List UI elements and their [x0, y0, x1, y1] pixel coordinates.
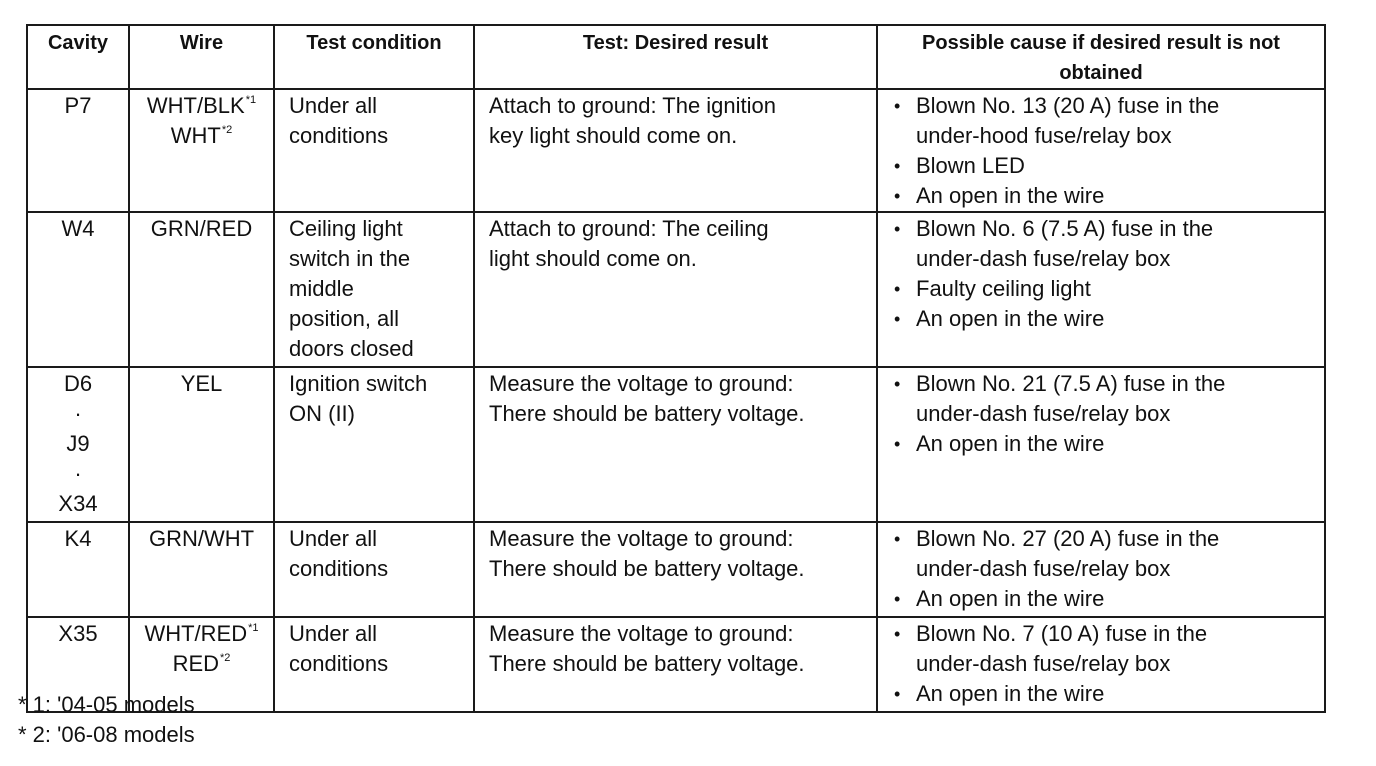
cause-item	[890, 304, 1324, 334]
wire-color: WHT	[170, 123, 221, 148]
cavity-cell	[27, 367, 129, 522]
header-row	[27, 25, 1325, 89]
possible-cause-cell	[877, 89, 1325, 212]
cavity-code: X35	[58, 621, 98, 646]
cause-text-line: • An open in the wire	[916, 306, 1105, 331]
cavity-code: X34	[58, 491, 98, 516]
desired-result-cell	[474, 367, 877, 522]
wire-entry	[130, 91, 273, 121]
table-row	[27, 212, 1325, 367]
test-condition-line: ON (II)	[289, 401, 355, 426]
cause-item	[890, 584, 1324, 614]
table-row	[27, 522, 1325, 617]
test-condition-cell	[274, 522, 474, 617]
diagnostic-table	[26, 24, 1326, 713]
desired-result-cell	[474, 212, 877, 367]
wire-cell	[129, 89, 274, 212]
test-condition-line: middle	[289, 276, 354, 301]
footnotes	[18, 690, 195, 750]
possible-cause-cell	[877, 617, 1325, 712]
test-condition-line: Under all	[289, 93, 378, 118]
cause-text-line: • Blown No. 27 (20 A) fuse in the	[916, 526, 1220, 551]
test-condition-line: Under all	[289, 526, 378, 551]
desired-result-line: Measure the voltage to ground:	[489, 621, 794, 646]
desired-result-line: Attach to ground: The ignition	[489, 93, 777, 118]
wire-entry	[130, 619, 273, 649]
cause-item	[890, 619, 1324, 679]
table-row	[27, 89, 1325, 212]
footnote-mark: *2	[220, 652, 231, 664]
wire-cell	[129, 212, 274, 367]
test-condition-line: position, all	[289, 306, 400, 331]
cause-text-line: under-dash fuse/relay box	[916, 246, 1171, 271]
cause-text-line: • Faulty ceiling light	[916, 276, 1091, 301]
footnote-mark: *1	[245, 94, 257, 106]
desired-result-line: Measure the voltage to ground:	[489, 526, 794, 551]
desired-result-line: key light should come on.	[489, 123, 738, 148]
cause-item	[890, 524, 1324, 584]
cavity-cell	[27, 522, 129, 617]
header-wire: Wire	[129, 25, 274, 89]
cause-item	[890, 369, 1324, 429]
possible-cause-cell	[877, 367, 1325, 522]
wire-entry	[130, 121, 273, 151]
cavity-separator: ·	[74, 461, 82, 486]
desired-result-cell	[474, 522, 877, 617]
cavity-code: K4	[64, 526, 92, 551]
desired-result-cell	[474, 617, 877, 712]
wire-entry	[130, 524, 273, 554]
cause-text-line: • An open in the wire	[916, 681, 1105, 706]
cause-text-line: • Blown LED	[916, 153, 1025, 178]
wire-color: YEL	[180, 371, 223, 396]
table-row	[27, 617, 1325, 712]
desired-result-line: Attach to ground: The ceiling	[489, 216, 769, 241]
test-condition-cell	[274, 212, 474, 367]
cause-text-line: • Blown No. 21 (7.5 A) fuse in the	[916, 371, 1226, 396]
test-condition-line: Ceiling light	[289, 216, 403, 241]
possible-cause-cell	[877, 212, 1325, 367]
wire-entry	[130, 214, 273, 244]
cause-text-line: • An open in the wire	[916, 431, 1105, 456]
cavity-cell	[27, 212, 129, 367]
test-condition-cell	[274, 367, 474, 522]
cause-text-line: • An open in the wire	[916, 586, 1105, 611]
footnote-mark: *2	[221, 124, 233, 136]
cause-item	[890, 214, 1324, 274]
cavity-code: J9	[66, 431, 90, 456]
wire-entry	[130, 369, 273, 399]
test-condition-line: conditions	[289, 651, 389, 676]
cause-item	[890, 274, 1324, 304]
cause-text-line: • Blown No. 7 (10 A) fuse in the	[916, 621, 1208, 646]
cause-text-line: • An open in the wire	[916, 183, 1105, 208]
wire-color: GRN/WHT	[148, 526, 255, 551]
wire-color: GRN/RED	[150, 216, 253, 241]
cause-list	[890, 91, 1324, 211]
cause-list	[890, 369, 1324, 459]
cavity-separator: ·	[74, 401, 82, 426]
test-condition-line: Ignition switch	[289, 371, 428, 396]
cause-text-line: under-dash fuse/relay box	[916, 556, 1171, 581]
wire-cell	[129, 367, 274, 522]
cavity-code: P7	[64, 93, 92, 118]
header-possible-cause: Possible cause if desired result is not obtained	[877, 25, 1325, 89]
footnote-2: * 2: '06-08 models	[18, 722, 195, 747]
cause-item	[890, 679, 1324, 709]
cause-list	[890, 524, 1324, 614]
cause-item	[890, 91, 1324, 151]
desired-result-line: Measure the voltage to ground:	[489, 371, 794, 396]
cause-list	[890, 214, 1324, 334]
desired-result-line: There should be battery voltage.	[489, 556, 805, 581]
desired-result-line: There should be battery voltage.	[489, 401, 805, 426]
cause-text-line: • Blown No. 6 (7.5 A) fuse in the	[916, 216, 1214, 241]
test-condition-line: Under all	[289, 621, 378, 646]
test-condition-line: conditions	[289, 123, 389, 148]
wire-color: RED	[172, 651, 220, 676]
desired-result-cell	[474, 89, 877, 212]
desired-result-line: There should be battery voltage.	[489, 651, 805, 676]
test-condition-cell	[274, 89, 474, 212]
wire-entry	[130, 649, 273, 679]
cause-text-line: under-dash fuse/relay box	[916, 401, 1171, 426]
cause-item	[890, 151, 1324, 181]
header-test-condition: Test condition	[274, 25, 474, 89]
footnote-mark: *1	[248, 622, 259, 634]
cause-text-line: under-hood fuse/relay box	[916, 123, 1172, 148]
test-condition-cell	[274, 617, 474, 712]
cause-text-line: under-dash fuse/relay box	[916, 651, 1171, 676]
header-cavity: Cavity	[27, 25, 129, 89]
test-condition-line: doors closed	[289, 336, 414, 361]
cavity-code: D6	[63, 371, 93, 396]
wire-color: WHT/RED	[144, 621, 248, 646]
desired-result-line: light should come on.	[489, 246, 697, 271]
cause-item	[890, 181, 1324, 211]
cause-item	[890, 429, 1324, 459]
wire-cell	[129, 522, 274, 617]
header-desired-result: Test: Desired result	[474, 25, 877, 89]
table-row	[27, 367, 1325, 522]
possible-cause-cell	[877, 522, 1325, 617]
cavity-code: W4	[61, 216, 95, 241]
test-condition-line: conditions	[289, 556, 389, 581]
table-body	[27, 89, 1325, 712]
cause-text-line: • Blown No. 13 (20 A) fuse in the	[916, 93, 1220, 118]
wire-color: WHT/BLK	[146, 93, 245, 118]
cause-list	[890, 619, 1324, 709]
cavity-cell	[27, 89, 129, 212]
footnote-1: * 1: '04-05 models	[18, 692, 195, 717]
test-condition-line: switch in the	[289, 246, 411, 271]
